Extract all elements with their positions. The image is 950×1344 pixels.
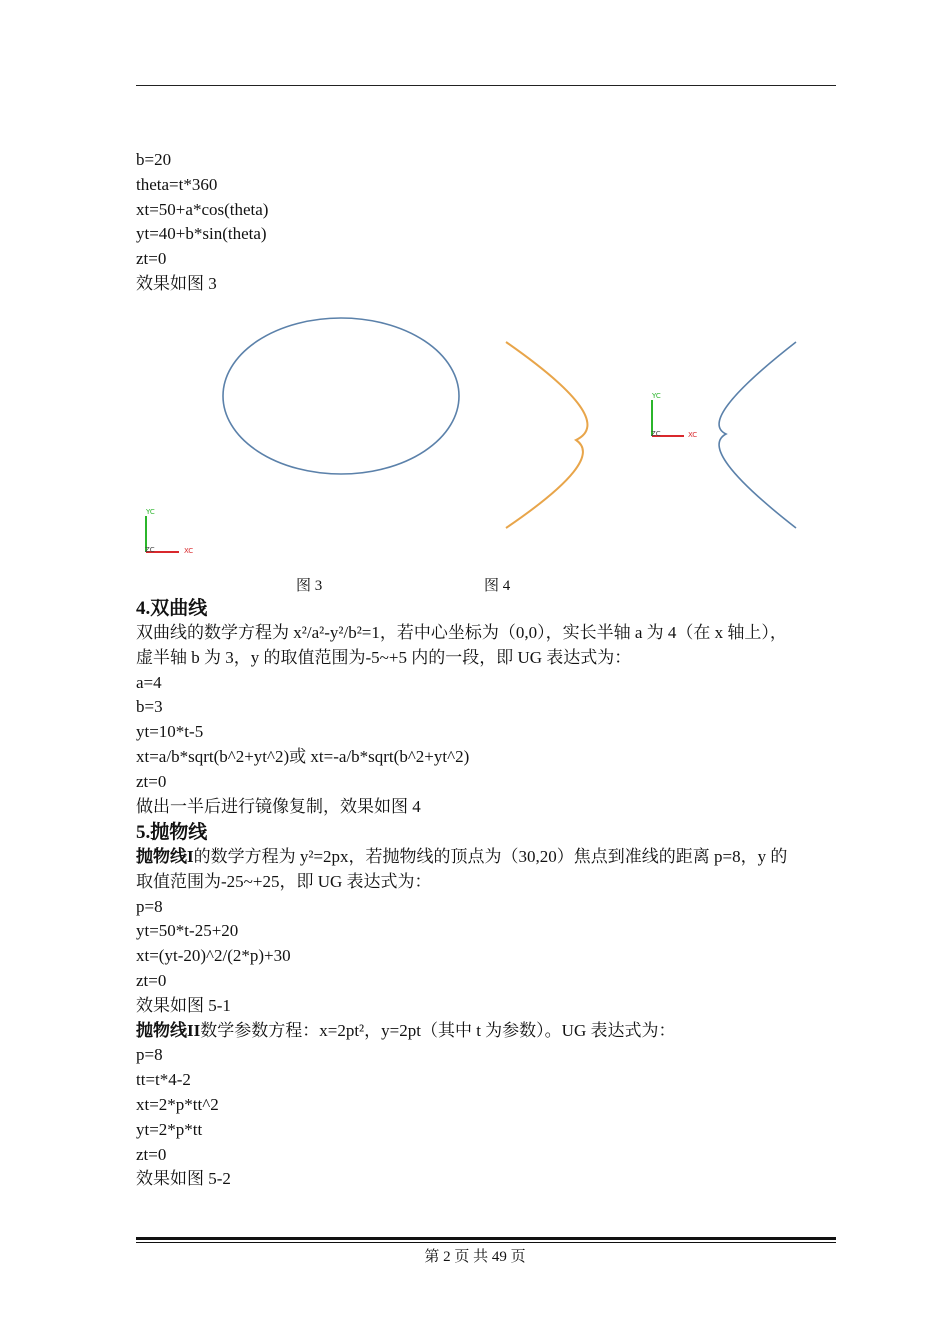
text-line: 虚半轴 b 为 3，y 的取值范围为-5~+5 内的一段，即 UG 表达式为： [136,647,632,667]
axis-z-label: ZC [651,430,661,438]
text-line: xt=(yt-20)^2/(2*p)+30 [136,946,291,966]
text-line: zt=0 [136,1144,167,1164]
text-line: 效果如图 5-1 [136,995,231,1015]
figure-3-caption: 图 3 [296,578,323,594]
text-line: b=20 [136,150,172,169]
text-line [136,845,836,870]
text-line: tt=t*4-2 [136,1070,191,1090]
figure-4-caption: 图 4 [484,578,511,594]
text-line: yt=2*p*tt [136,1119,203,1139]
text-line: 效果如图 3 [136,273,217,293]
text-line: p=8 [136,896,163,916]
section-heading: 5.抛物线 [136,822,208,843]
ellipse-expression-block [136,148,836,297]
text-line: p=8 [136,1045,163,1065]
text-line: xt=2*p*tt^2 [136,1094,219,1114]
text-line: zt=0 [136,249,167,269]
text-line: zt=0 [136,771,167,791]
text-line: 双曲线的数学方程为 x²/a²-y²/b²=1，若中心坐标为（0,0），实长半轴 a 为 4（在 x 轴上）， [136,623,787,642]
text-line: yt=10*t-5 [136,722,204,742]
header-rule [136,85,836,86]
section-heading: 4.双曲线 [136,598,208,619]
ellipse-curve [223,318,459,474]
text-line: 做出一半后进行镜像复制，效果如图 4 [136,796,421,816]
figure-curves [136,300,836,565]
text-line: a=4 [136,672,162,692]
axis-z-label: ZC [145,546,155,554]
text-span: 的数学方程为 y²=2px，若抛物线的顶点为（30,20）焦点到准线的距离 p=8，y 的 [193,847,788,866]
parabola-curve [506,342,587,528]
axis-y-label: YC [652,392,661,400]
text-line: xt=a/b*sqrt(b^2+yt^2)或 xt=-a/b*sqrt(b^2+yt^2) [136,746,470,766]
axis-y-label: YC [146,508,155,516]
bold-term: 抛物线II [136,1020,201,1040]
text-line: b=3 [136,697,163,717]
wcs-triad-right [651,392,697,439]
text-line: yt=40+b*sin(theta) [136,224,267,244]
bold-term: 抛物线I [136,847,194,866]
hyperbola-curve [719,342,796,528]
text-line: 效果如图 5-2 [136,1169,231,1189]
page-number-footer: 第 2 页 共 49 页 [424,1249,526,1265]
axis-x-label: XC [184,547,194,555]
text-line: theta=t*360 [136,174,218,194]
footer-rule-thin [136,1242,836,1243]
axis-x-label: XC [688,431,698,439]
text-line [136,1019,836,1044]
text-line: zt=0 [136,970,167,990]
text-line: 取值范围为-25~+25，即 UG 表达式为： [136,871,432,891]
parabola-section [136,820,836,1192]
text-line: xt=50+a*cos(theta) [136,199,269,219]
text-line: yt=50*t-25+20 [136,921,239,941]
text-span: 数学参数方程：x=2pt²，y=2pt（其中 t 为参数）。UG 表达式为： [200,1020,676,1040]
hyperbola-section [136,596,836,819]
footer-rule-thick [136,1237,836,1240]
wcs-triad-left [145,508,193,555]
